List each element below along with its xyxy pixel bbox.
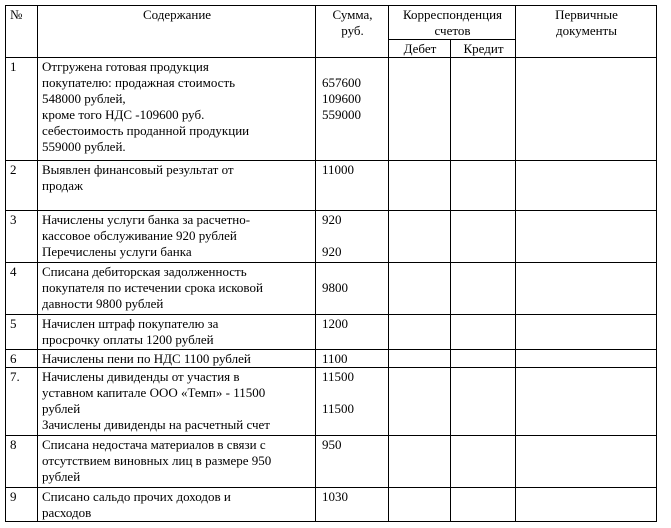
header-correspondence-line2: счетов bbox=[434, 23, 471, 38]
documents-cell[interactable] bbox=[516, 211, 657, 263]
content-line: отсутствием виновных лиц в размере 950 bbox=[42, 453, 272, 468]
content-line: кассовое обслуживание 920 рублей bbox=[42, 228, 237, 243]
row-number-cell bbox=[6, 368, 38, 436]
content-line: давности 9800 рублей bbox=[42, 296, 164, 311]
credit-cell[interactable] bbox=[451, 211, 516, 263]
table-row bbox=[6, 58, 657, 161]
header-debit: Дебет bbox=[403, 41, 437, 56]
documents-cell[interactable] bbox=[516, 58, 657, 161]
header-correspondence-cell bbox=[389, 6, 516, 40]
header-sum-cell bbox=[316, 6, 389, 58]
documents-cell[interactable] bbox=[516, 315, 657, 350]
sum-value: 950 bbox=[322, 437, 342, 452]
header-no: № bbox=[10, 7, 23, 22]
header-content: Содержание bbox=[142, 7, 212, 22]
credit-cell[interactable] bbox=[451, 368, 516, 436]
table-row bbox=[6, 368, 657, 436]
credit-cell[interactable] bbox=[451, 315, 516, 350]
debit-cell[interactable] bbox=[389, 58, 451, 161]
row-number-cell bbox=[6, 488, 38, 522]
row-content-cell bbox=[38, 350, 316, 368]
row-content-cell bbox=[38, 161, 316, 211]
sum-value: 920 bbox=[322, 244, 342, 259]
debit-cell[interactable] bbox=[389, 436, 451, 488]
content-line: уставном капитале ООО «Темп» - 11500 bbox=[42, 385, 266, 400]
sum-value: 11500 bbox=[322, 401, 355, 416]
documents-cell[interactable] bbox=[516, 368, 657, 436]
row-content-cell bbox=[38, 368, 316, 436]
credit-cell[interactable] bbox=[451, 488, 516, 522]
row-content-cell bbox=[38, 488, 316, 522]
row-content-cell bbox=[38, 263, 316, 315]
row-number-cell bbox=[6, 436, 38, 488]
header-documents-line2: документы bbox=[556, 23, 617, 38]
row-content-cell bbox=[38, 58, 316, 161]
content-line: рублей bbox=[42, 469, 81, 484]
sum-value: 1200 bbox=[322, 316, 348, 331]
content-line: покупателю: продажная стоимость bbox=[42, 75, 236, 90]
header-documents-cell bbox=[516, 6, 657, 58]
row-number-cell bbox=[6, 58, 38, 161]
row-number: 1 bbox=[10, 59, 17, 74]
documents-cell[interactable] bbox=[516, 263, 657, 315]
table-row bbox=[6, 211, 657, 263]
row-content-cell bbox=[38, 211, 316, 263]
content-line: Зачислены дивиденды на расчетный счет bbox=[42, 417, 270, 432]
content-line: Начислены услуги банка за расчетно- bbox=[42, 212, 251, 227]
row-content-cell bbox=[38, 436, 316, 488]
sum-value: 920 bbox=[322, 212, 342, 227]
row-number-cell bbox=[6, 263, 38, 315]
documents-cell[interactable] bbox=[516, 350, 657, 368]
sum-value: 9800 bbox=[322, 280, 348, 295]
header-sum-line2: руб. bbox=[341, 23, 364, 38]
row-sum-cell bbox=[316, 263, 389, 315]
journal-table bbox=[5, 5, 657, 522]
content-line: расходов bbox=[42, 505, 92, 520]
row-number-cell bbox=[6, 315, 38, 350]
row-content-cell bbox=[38, 315, 316, 350]
row-sum-cell bbox=[316, 315, 389, 350]
table-row bbox=[6, 488, 657, 522]
debit-cell[interactable] bbox=[389, 350, 451, 368]
credit-cell[interactable] bbox=[451, 161, 516, 211]
content-line: Отгружена готовая продукция bbox=[42, 59, 209, 74]
table-row bbox=[6, 436, 657, 488]
content-line: покупателя по истечении срока исковой bbox=[42, 280, 263, 295]
debit-cell[interactable] bbox=[389, 315, 451, 350]
table-row bbox=[6, 263, 657, 315]
header-correspondence-line1: Корреспонденция bbox=[402, 7, 503, 22]
content-line: кроме того НДС -109600 руб. bbox=[42, 107, 205, 122]
sum-value: 11500 bbox=[322, 369, 355, 384]
content-line: 548000 рублей, bbox=[42, 91, 126, 106]
header-documents-line1: Первичные bbox=[555, 7, 618, 22]
row-sum-cell bbox=[316, 436, 389, 488]
row-sum-cell bbox=[316, 350, 389, 368]
content-line: Списано сальдо прочих доходов и bbox=[42, 489, 231, 504]
row-sum-cell bbox=[316, 368, 389, 436]
content-line: Списана дебиторская задолженность bbox=[42, 264, 247, 279]
sum-value: 11000 bbox=[322, 162, 355, 177]
header-row bbox=[6, 6, 657, 40]
row-number-cell bbox=[6, 161, 38, 211]
row-number-cell bbox=[6, 211, 38, 263]
row-number: 5 bbox=[10, 316, 17, 331]
table-row bbox=[6, 315, 657, 350]
content-line: Выявлен финансовый результат от bbox=[42, 162, 234, 177]
credit-cell[interactable] bbox=[451, 58, 516, 161]
row-sum-cell bbox=[316, 211, 389, 263]
credit-cell[interactable] bbox=[451, 263, 516, 315]
header-no-cell bbox=[6, 6, 38, 58]
documents-cell[interactable] bbox=[516, 436, 657, 488]
table-row bbox=[6, 161, 657, 211]
sum-value: 1100 bbox=[322, 351, 348, 366]
content-line: продаж bbox=[42, 178, 83, 193]
debit-cell[interactable] bbox=[389, 368, 451, 436]
row-number: 3 bbox=[10, 212, 17, 227]
row-number: 2 bbox=[10, 162, 17, 177]
content-line: 559000 рублей. bbox=[42, 139, 126, 154]
debit-cell[interactable] bbox=[389, 488, 451, 522]
content-line: Перечислены услуги банка bbox=[42, 244, 192, 259]
sum-value: 657600 bbox=[322, 75, 361, 90]
header-sum-line1: Сумма, bbox=[332, 7, 373, 22]
row-number: 8 bbox=[10, 437, 17, 452]
credit-cell[interactable] bbox=[451, 350, 516, 368]
content-line: Начислен штраф покупателю за bbox=[42, 316, 219, 331]
documents-cell[interactable] bbox=[516, 488, 657, 522]
content-line: Списана недостача материалов в связи с bbox=[42, 437, 266, 452]
row-number: 4 bbox=[10, 264, 17, 279]
documents-cell[interactable] bbox=[516, 161, 657, 211]
row-number: 7. bbox=[10, 369, 20, 384]
row-number-cell bbox=[6, 350, 38, 368]
header-credit-cell bbox=[451, 40, 516, 58]
row-number: 6 bbox=[10, 351, 17, 366]
content-line: рублей bbox=[42, 401, 81, 416]
content-line: Начислены пени по НДС 1100 рублей bbox=[42, 351, 251, 366]
debit-cell[interactable] bbox=[389, 161, 451, 211]
sum-value: 109600 bbox=[322, 91, 361, 106]
table-row bbox=[6, 350, 657, 368]
credit-cell[interactable] bbox=[451, 436, 516, 488]
debit-cell[interactable] bbox=[389, 263, 451, 315]
sum-value: 1030 bbox=[322, 489, 348, 504]
content-line: Начислены дивиденды от участия в bbox=[42, 369, 240, 384]
row-sum-cell bbox=[316, 58, 389, 161]
header-debit-cell bbox=[389, 40, 451, 58]
content-line: просрочку оплаты 1200 рублей bbox=[42, 332, 214, 347]
debit-cell[interactable] bbox=[389, 211, 451, 263]
header-content-cell bbox=[38, 6, 316, 58]
row-sum-cell bbox=[316, 161, 389, 211]
row-sum-cell bbox=[316, 488, 389, 522]
content-line: себестоимость проданной продукции bbox=[42, 123, 250, 138]
header-credit: Кредит bbox=[463, 41, 504, 56]
row-number: 9 bbox=[10, 489, 17, 504]
sum-value: 559000 bbox=[322, 107, 361, 122]
